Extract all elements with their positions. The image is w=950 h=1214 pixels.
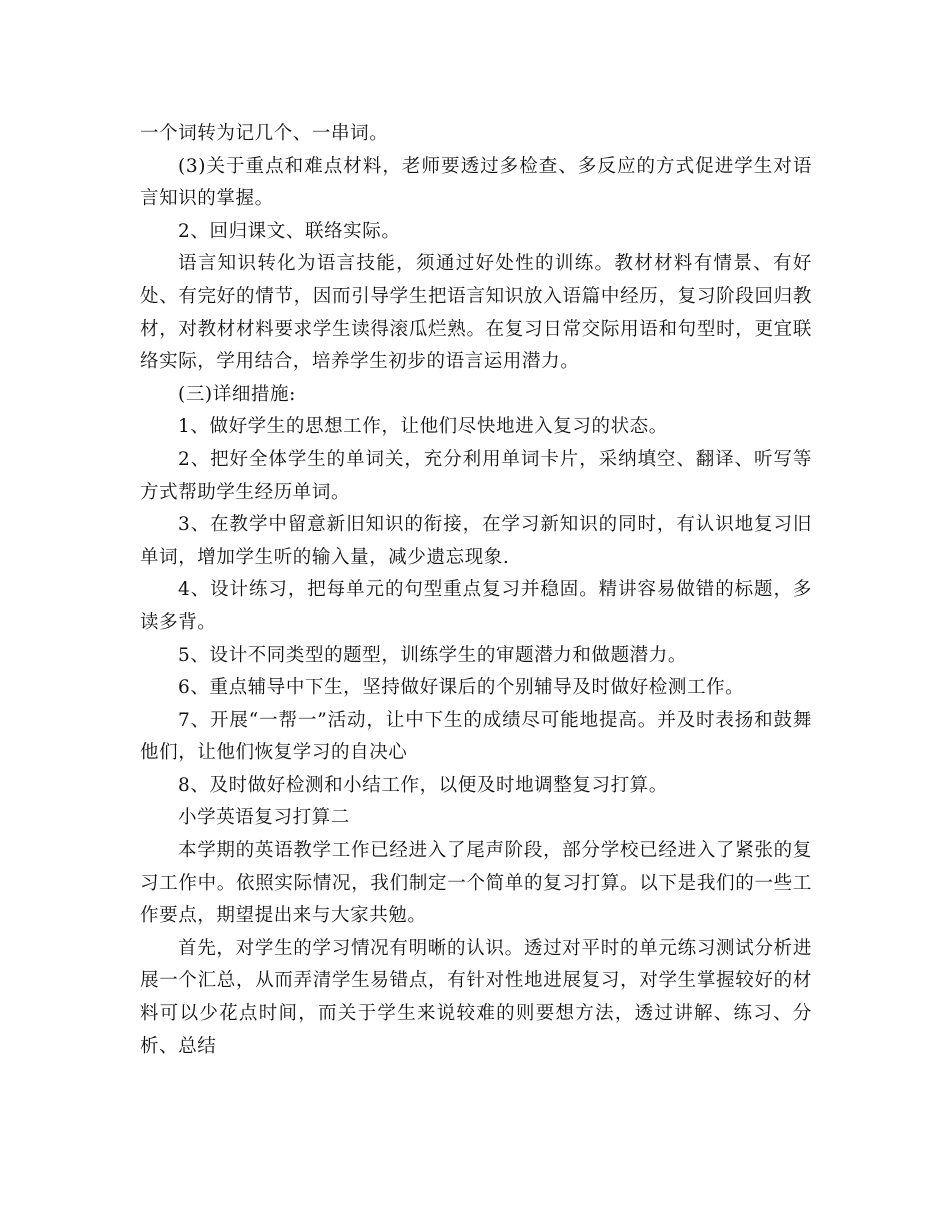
paragraph-9: 4、设计练习，把每单元的句型重点复习并稳固。精讲容易做错的标题，多读多背。 bbox=[140, 579, 812, 633]
paragraph-7: 2、把好全体学生的单词关，充分利用单词卡片，采纳填空、翻译、听写等方式帮助学生经历单词。 bbox=[140, 448, 812, 503]
paragraph-3: 2、回归课文、联络实际。 bbox=[178, 220, 401, 242]
paragraph-13: 8、及时做好检测和小结工作，以便及时地调整复习打算。 bbox=[178, 774, 668, 796]
paragraph-4: 语言知识转化为语言技能，须通过好处性的训练。教材材料有情景、有好处、有完好的情节，因而引导学生把语言知识放入语篇中经历，复习阶段回归教材，对教材材料要求学生读得滚瓜烂熟。在复习日常交际用语和句型时，更宜联络实际，学用结合，培养学生初步的语言运用潜力。 bbox=[140, 253, 812, 373]
paragraph-16: 首先，对学生的学习情况有明晰的认识。透过对平时的单元练习测试分析进展一个汇总，从而弄清学生易错点，有针对性地进展复习，对学生掌握较好的材料可以少花点时间，而关于学生来说较难的则要想方法，透过讲解、练习、分析、总结 bbox=[140, 937, 812, 1057]
paragraph-11: 6、重点辅导中下生，坚持做好课后的个别辅导及时做好检测工作。 bbox=[178, 677, 745, 699]
paragraph-8: 3、在教学中留意新旧知识的衔接，在学习新知识的同时，有认识地复习旧单词，增加学生听的输入量，减少遗忘现象. bbox=[140, 514, 812, 568]
paragraph-1: 一个词转为记几个、一串词。 bbox=[140, 123, 389, 144]
paragraph-6: 1、做好学生的思想工作，让他们尽快地进入复习的状态。 bbox=[178, 416, 668, 438]
section-heading: 小学英语复习打算二 bbox=[178, 807, 350, 829]
paragraph-15: 本学期的英语教学工作已经进入了尾声阶段，部分学校已经进入了紧张的复习工作中。依照实际情况，我们制定一个简单的复习打算。以下是我们的一些工作要点，期望提出来与大家共勉。 bbox=[140, 840, 812, 927]
paragraph-2: (3)关于重点和难点材料，老师要透过多检查、多反应的方式促进学生对语言知识的掌握。 bbox=[140, 155, 812, 210]
paragraph-12: 7、开展“一帮一”活动，让中下生的成绩尽可能地提高。并及时表扬和鼓舞他们，让他们恢复学习的自决心 bbox=[140, 709, 812, 764]
paragraph-5: (三)详细措施: bbox=[178, 383, 296, 405]
document-body bbox=[140, 118, 812, 1063]
paragraph-10: 5、设计不同类型的题型，训练学生的审题潜力和做题潜力。 bbox=[178, 644, 687, 666]
